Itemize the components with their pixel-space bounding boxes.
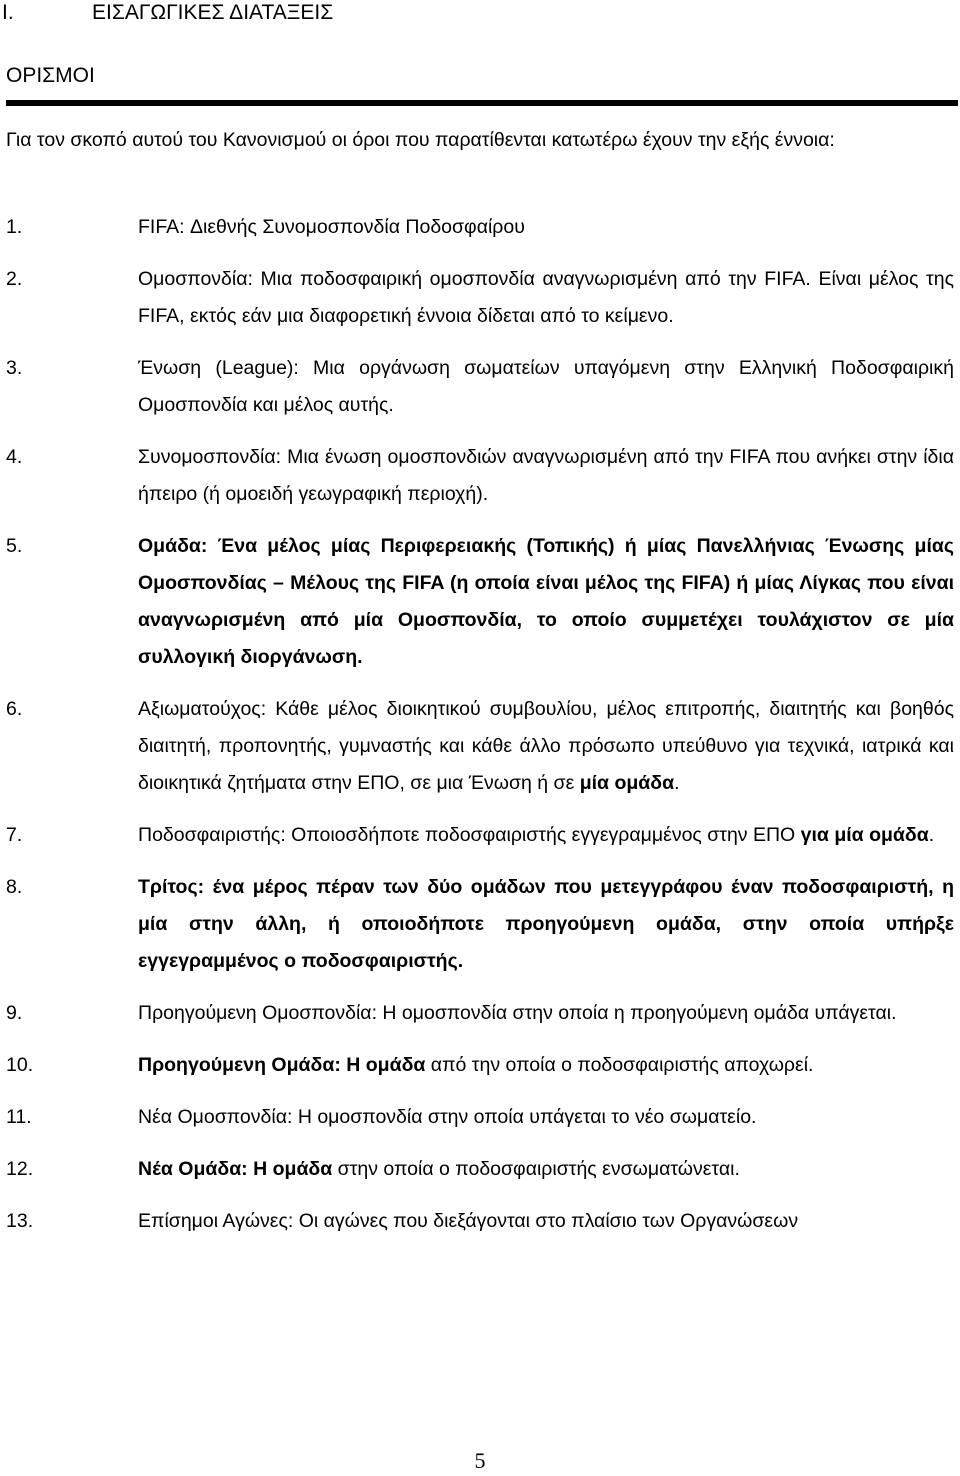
definition-item <box>0 817 954 854</box>
definition-item <box>0 691 954 802</box>
item-number: 2. <box>6 268 23 290</box>
definition-item <box>0 261 954 335</box>
item-number: 9. <box>6 1002 23 1024</box>
item-text: Συνομοσπονδία: Μια ένωση ομοσπονδιών αναγνωρισμένη από την FIFA που ανήκει στην ίδια ήπειρο (ή ομοειδή γεωγραφική περιοχή). <box>138 446 954 505</box>
item-number: 13. <box>6 1210 34 1232</box>
item-number: 12. <box>6 1158 34 1180</box>
definition-item <box>0 439 954 513</box>
item-number: 7. <box>6 824 23 846</box>
item-bold-tail: μία ομάδα <box>579 772 675 794</box>
definitions-list <box>0 209 960 1255</box>
item-tail: . <box>928 824 935 846</box>
chapter-number: I. <box>2 1 14 24</box>
item-text: από την οποία ο ποδοσφαιριστής αποχωρεί. <box>425 1054 814 1076</box>
item-bold-head: Νέα Ομάδα: Η ομάδα <box>138 1158 333 1180</box>
intro-paragraph: Για τον σκοπό αυτού του Κανονισμού οι όροι που παρατίθενται κατωτέρω έχουν την εξής έννοια: <box>6 129 835 151</box>
item-text: Ομάδα: Ένα μέλος μίας Περιφερειακής (Τοπικής) ή μίας Πανελλήνιας Ένωσης μίας Ομοσπονδίας – Μέλους της FIFA (η οποία είναι μέλος της FIFA) ή μίας Λίγκας που είναι αναγνωρισμένη από μία Ομοσπονδία, το οποίο συμμετέχει τουλάχιστον σε μία συλλογική διοργάνωση. <box>138 535 954 668</box>
section-divider <box>6 100 958 106</box>
item-bold-tail: για μία ομάδα <box>800 824 929 846</box>
item-number: 6. <box>6 698 23 720</box>
item-text: Τρίτος: ένα μέρος πέραν των δύο ομάδων που μετεγγράφου έναν ποδοσφαιριστή, η μία στην άλλη, ή οποιοδήποτε προηγούμενη ομάδα, στην οποία υπήρξε εγγεγραμμένος ο ποδοσφαιριστής. <box>138 876 954 972</box>
item-bold-head: Προηγούμενη Ομάδα: Η ομάδα <box>138 1054 426 1076</box>
item-number: 8. <box>6 876 23 898</box>
definition-item <box>0 1203 954 1240</box>
definition-item <box>0 995 954 1032</box>
item-text: Ομοσπονδία: Μια ποδοσφαιρική ομοσπονδία αναγνωρισμένη από την FIFA. Είναι μέλος της FIFA, εκτός εάν μια διαφορετική έννοια δίδεται από το κείμενο. <box>138 268 954 327</box>
item-text: Προηγούμενη Ομοσπονδία: Η ομοσπονδία στην οποία η προηγούμενη ομάδα υπάγεται. <box>138 1002 897 1024</box>
chapter-title: ΕΙΣΑΓΩΓΙΚΕΣ ΔΙΑΤΑΞΕΙΣ <box>92 1 334 24</box>
item-text: Ποδοσφαιριστής: Οποιοσδήποτε ποδοσφαιριστής εγγεγραμμένος στην ΕΠΟ <box>138 824 796 846</box>
item-text: στην οποία ο ποδοσφαιριστής ενσωματώνεται. <box>332 1158 740 1180</box>
item-number: 5. <box>6 535 23 557</box>
page-number: 5 <box>474 1448 486 1473</box>
item-text: Νέα Ομοσπονδία: Η ομοσπονδία στην οποία υπάγεται το νέο σωματείο. <box>138 1106 757 1128</box>
definition-item <box>0 869 954 980</box>
item-text: Επίσημοι Αγώνες: Οι αγώνες που διεξάγονται στο πλαίσιο των Οργανώσεων <box>138 1210 799 1232</box>
item-text: Αξιωματούχος: Κάθε μέλος διοικητικού συμβουλίου, μέλος επιτροπής, διαιτητής και βοηθός διαιτητή, προπονητής, γυμναστής και κάθε άλλο πρόσωπο υπεύθυνο για τεχνικά, ιατρικά και διοικητικά ζητήματα στην ΕΠΟ, σε μια Ένωση ή σε <box>138 698 954 794</box>
definition-item <box>0 1099 954 1136</box>
definition-item <box>0 528 954 676</box>
definition-item <box>0 1151 954 1188</box>
item-tail: . <box>674 772 680 794</box>
definition-item <box>0 1047 954 1084</box>
definition-item <box>0 350 954 424</box>
item-number: 1. <box>6 216 23 238</box>
definition-item <box>0 209 954 246</box>
item-number: 10. <box>6 1054 34 1076</box>
item-number: 3. <box>6 357 23 379</box>
item-text: FIFA: Διεθνής Συνομοσπονδία Ποδοσφαίρου <box>138 216 525 238</box>
item-text: Ένωση (League): Μια οργάνωση σωματείων υπαγόμενη στην Ελληνική Ποδοσφαιρική Ομοσπονδία και μέλος αυτής. <box>138 357 954 416</box>
item-number: 11. <box>6 1106 32 1128</box>
section-title: ΟΡΙΣΜΟΙ <box>6 64 95 87</box>
item-number: 4. <box>6 446 23 468</box>
